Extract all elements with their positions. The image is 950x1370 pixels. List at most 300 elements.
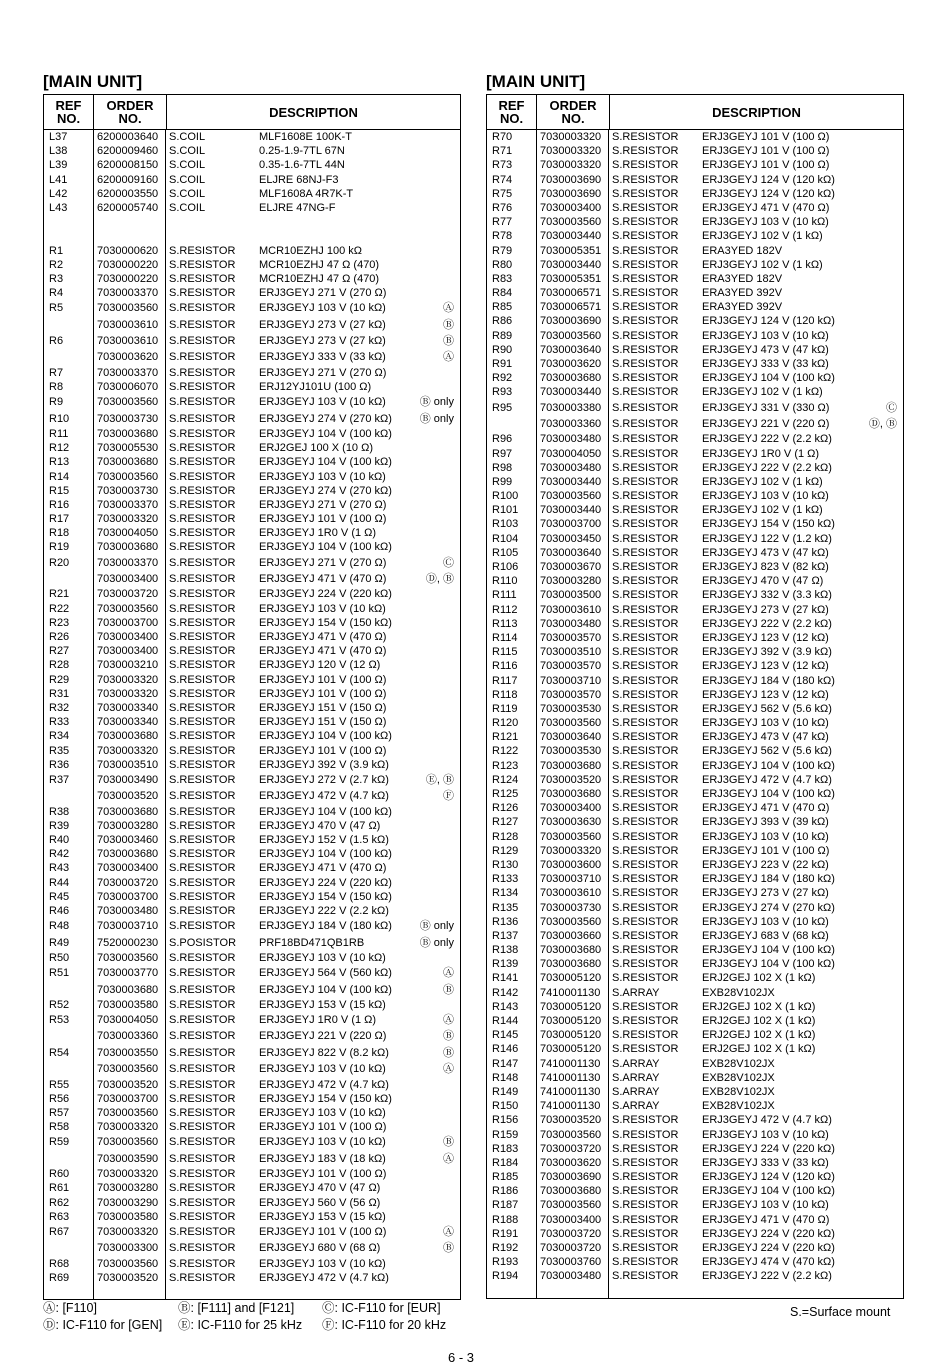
part-type-cell: S.RESISTOR — [612, 759, 679, 772]
ref-no-cell: R91 — [492, 358, 513, 370]
order-no-cell: 7030003480 — [97, 904, 159, 917]
version-note-cell — [852, 688, 903, 702]
part-description-cell: ERJ3GEYJ 471 V (470 Ω) — [259, 573, 387, 586]
ref-no-cell: R112 — [492, 603, 518, 616]
part-type-cell: S.RESISTOR — [169, 673, 236, 686]
part-description-cell: ERJ3GEYJ 560 V (56 Ω) — [259, 1196, 381, 1209]
part-type-cell: S.RESISTOR — [169, 1107, 236, 1120]
version-note-cell — [409, 427, 460, 441]
part-description-cell: ERJ3GEYJ 103 V (10 kΩ) — [702, 1199, 829, 1212]
table-row — [44, 1210, 460, 1224]
version-note-cell — [852, 187, 903, 201]
part-description-cell: ERJ3GEYJ 104 V (100 kΩ) — [259, 805, 392, 818]
part-description-cell: ERJ3GEYJ 103 V (10 kΩ) — [259, 396, 386, 409]
order-no-cell: 7030003560 — [540, 329, 602, 342]
ref-no-cell: R194 — [492, 1270, 519, 1283]
part-description-cell: ERJ3GEYJ 222 V (2.2 kΩ) — [702, 461, 832, 474]
table-row — [487, 971, 903, 985]
version-note-cell: Ⓒ — [886, 401, 897, 414]
part-description-cell: ERJ3GEYJ 104 V (100 kΩ) — [702, 759, 835, 772]
ref-no-cell: R2 — [49, 258, 64, 271]
table-row — [487, 603, 903, 617]
ref-no-cell: R93 — [492, 386, 513, 399]
version-note-cell: Ⓐ — [443, 1014, 454, 1027]
part-description-cell: ERJ3GEYJ 1R0 V (1 Ω) — [259, 527, 377, 540]
part-type-cell: S.RESISTOR — [612, 532, 679, 545]
order-no-cell: 7030003440 — [540, 504, 602, 517]
version-note-cell — [409, 701, 460, 715]
ref-no-cell: R5 — [49, 302, 64, 315]
ref-no-cell: R9 — [49, 396, 64, 409]
order-no-cell: 7030003210 — [97, 659, 159, 672]
table-row — [487, 872, 903, 886]
part-description-cell: ERJ3GEYJ 392 V (3.9 kΩ) — [702, 646, 832, 659]
ref-no-cell: R53 — [49, 1014, 70, 1027]
part-type-cell: S.RESISTOR — [612, 631, 679, 644]
part-type-cell: S.RESISTOR — [612, 258, 679, 271]
version-note-cell — [409, 687, 460, 701]
order-no-cell: 7030003320 — [97, 1121, 159, 1134]
order-no-cell: 7030003320 — [97, 687, 159, 700]
version-note-cell — [409, 847, 460, 861]
ref-no-cell: R104 — [492, 532, 519, 545]
order-no-cell: 7030000220 — [97, 272, 159, 285]
part-description-cell: ERJ3GEYJ 273 V (27 kΩ) — [259, 318, 386, 331]
table-row — [44, 1224, 460, 1240]
version-note-cell — [852, 886, 903, 900]
table-row — [487, 801, 903, 815]
table-row — [44, 673, 460, 687]
table-row — [44, 158, 460, 172]
version-note-cell — [852, 229, 903, 243]
part-description-cell: ERJ3GEYJ 101 V (100 Ω) — [259, 673, 387, 686]
order-no-cell: 7030003400 — [97, 862, 159, 875]
order-no-cell: 7520000230 — [97, 936, 159, 949]
part-description-cell: EXB28V102JX — [702, 1085, 775, 1098]
order-no-cell: 7030003560 — [97, 1136, 159, 1149]
version-note-cell — [409, 484, 460, 498]
order-no-cell: 7030003630 — [540, 816, 602, 829]
ref-no-header: REF NO. — [487, 95, 537, 129]
part-description-cell: ERJ3GEYJ 224 V (220 kΩ) — [702, 1242, 835, 1255]
part-description-cell: ERJ3GEYJ 822 V (8.2 kΩ) — [259, 1046, 389, 1059]
ref-no-cell: R129 — [492, 844, 519, 857]
ref-no-cell: R105 — [492, 546, 519, 559]
table-row — [44, 890, 460, 904]
part-type-cell: S.RESISTOR — [612, 287, 679, 300]
part-description-cell: ERJ3GEYJ 104 V (100 kΩ) — [259, 730, 392, 743]
ref-no-cell: R14 — [49, 470, 70, 483]
version-note-cell: Ⓐ — [443, 1152, 454, 1165]
table-row — [44, 1120, 460, 1134]
ref-no-cell: R26 — [49, 631, 70, 643]
order-no-cell: 7030003400 — [540, 802, 602, 815]
order-no-cell: 7030003440 — [540, 475, 602, 488]
part-description-cell: ERJ3GEYJ 470 V (47 Ω) — [702, 575, 824, 588]
part-type-cell: S.RESISTOR — [612, 1000, 679, 1013]
order-no-cell: 7030003610 — [540, 603, 602, 616]
order-no-cell: 7030003560 — [97, 302, 159, 315]
part-description-cell: ERJ3GEYJ 184 V (180 kΩ) — [702, 873, 835, 886]
order-no-cell: 7030003560 — [540, 1199, 602, 1212]
part-type-cell: S.RESISTOR — [169, 541, 236, 554]
part-type-cell: S.RESISTOR — [612, 433, 679, 446]
part-description-cell: ERJ3GEYJ 333 V (33 kΩ) — [259, 351, 386, 364]
version-note-cell — [409, 173, 460, 187]
part-description-cell: ERJ3GEYJ 103 V (10 kΩ) — [702, 1128, 829, 1141]
version-note-cell — [409, 1078, 460, 1092]
version-note-cell — [852, 329, 903, 343]
table-row — [487, 286, 903, 300]
order-no-cell: 7030003530 — [540, 702, 602, 715]
left-section-title: [MAIN UNIT] — [43, 72, 143, 91]
version-note-cell — [852, 1085, 903, 1099]
part-description-cell: ERJ3GEYJ 123 V (12 kΩ) — [702, 631, 829, 644]
part-type-cell: S.RESISTOR — [169, 920, 236, 933]
table-row — [487, 416, 903, 432]
ref-no-cell — [44, 982, 93, 998]
part-description-cell: ERJ3GEYJ 101 V (100 Ω) — [259, 1168, 387, 1181]
part-description-cell: ERJ3GEYJ 123 V (12 kΩ) — [702, 688, 829, 701]
order-no-cell: 7030003560 — [540, 490, 602, 503]
part-type-cell: S.RESISTOR — [169, 588, 236, 601]
order-no-cell: 7030003530 — [540, 745, 602, 758]
ref-no-cell: R133 — [492, 873, 519, 886]
order-no-cell: 7030003720 — [540, 1142, 602, 1155]
part-type-cell: S.ARRAY — [612, 1100, 660, 1113]
part-type-cell: S.RESISTOR — [169, 1168, 236, 1181]
order-no-cell: 7030003710 — [540, 674, 602, 687]
order-no-cell: 7030003700 — [540, 518, 602, 531]
ref-no-cell: R134 — [492, 887, 519, 900]
table-row — [487, 915, 903, 929]
table-row — [44, 571, 460, 587]
part-description-cell: ERJ3GEYJ 273 V (27 kΩ) — [702, 887, 829, 900]
ref-no-cell: R67 — [49, 1225, 70, 1238]
ref-no-cell: R142 — [492, 986, 519, 999]
order-no-cell: 7030003730 — [97, 412, 159, 425]
order-no-cell: 7030003560 — [540, 216, 602, 229]
table-row — [487, 645, 903, 659]
table-row — [487, 432, 903, 446]
version-note-cell: Ⓐ — [443, 1063, 454, 1076]
ref-no-cell: R159 — [492, 1128, 519, 1141]
part-type-cell: S.RESISTOR — [169, 442, 236, 455]
part-type-cell: S.RESISTOR — [169, 1242, 236, 1255]
ref-no-cell: R18 — [49, 527, 70, 540]
version-note-cell — [409, 380, 460, 394]
version-note-cell — [852, 1000, 903, 1014]
order-no-cell — [536, 1284, 608, 1298]
part-type-cell: S.RESISTOR — [169, 967, 236, 980]
ref-no-cell — [44, 1061, 93, 1077]
part-type-cell: S.RESISTOR — [169, 1078, 236, 1091]
version-note-cell — [852, 929, 903, 943]
order-no-cell: 7030003400 — [540, 1213, 602, 1226]
order-no-cell: 7030003320 — [540, 159, 602, 172]
ref-no-cell — [44, 571, 93, 587]
table-row — [487, 371, 903, 385]
table-row — [44, 411, 460, 427]
part-type-cell: S.RESISTOR — [169, 498, 236, 511]
order-no-cell: 7030003580 — [97, 998, 159, 1011]
ref-no-cell: R19 — [49, 541, 70, 554]
part-description-cell: ELJRE 68NJ-F3 — [259, 173, 339, 186]
ref-no-header: REF NO. — [44, 95, 94, 129]
order-no-header: ORDER NO. — [94, 95, 167, 129]
table-row — [487, 674, 903, 688]
version-note-cell — [409, 1271, 460, 1285]
order-no-cell: 7030003510 — [540, 646, 602, 659]
order-no-cell: 7030003680 — [540, 372, 602, 385]
ref-no-cell: L37 — [49, 131, 68, 143]
ref-no-cell: R61 — [49, 1182, 70, 1195]
part-description-cell: ERJ3GEYJ 184 V (180 kΩ) — [702, 674, 835, 687]
order-no-cell: 7030003320 — [540, 145, 602, 158]
table-row — [487, 1213, 903, 1227]
ref-no-cell — [44, 349, 93, 365]
version-note-cell: Ⓓ, Ⓑ — [425, 573, 454, 586]
table-row — [44, 498, 460, 512]
version-note-cell — [852, 631, 903, 645]
version-note-cell — [852, 1184, 903, 1198]
part-type-cell: S.RESISTOR — [169, 616, 236, 629]
version-note-cell — [852, 201, 903, 215]
part-description-cell: ERJ3GEYJ 104 V (100 kΩ) — [259, 983, 392, 996]
order-no-cell: 7030003560 — [540, 830, 602, 843]
ref-no-cell: R57 — [49, 1107, 70, 1120]
part-description-cell: ERJ3GEYJ 472 V (4.7 kΩ) — [702, 773, 832, 786]
part-description-cell: ERJ3GEYJ 154 V (150 kΩ) — [259, 616, 392, 629]
ref-no-cell: R42 — [49, 848, 70, 861]
ref-no-cell: R193 — [492, 1256, 519, 1269]
order-no-cell: 7030003500 — [540, 589, 602, 602]
part-type-cell: S.RESISTOR — [612, 858, 679, 871]
part-type-cell: S.RESISTOR — [612, 1256, 679, 1269]
legend-e: Ⓔ: IC-F110 for 25 kHz — [178, 1318, 303, 1332]
version-note-cell — [852, 574, 903, 588]
version-note-cell — [409, 833, 460, 847]
table-row — [44, 144, 460, 158]
table-row — [44, 1092, 460, 1106]
part-description-cell: ERJ3GEYJ 154 V (150 kΩ) — [259, 890, 392, 903]
part-description-cell: ERJ3GEYJ 823 V (82 kΩ) — [702, 561, 829, 574]
part-description-cell: ERA3YED 182V — [702, 272, 783, 285]
table-row — [44, 772, 460, 788]
part-type-cell: S.RESISTOR — [612, 788, 679, 801]
order-no-cell: 7410001130 — [540, 1085, 601, 1098]
part-type-cell: S.RESISTOR — [612, 816, 679, 829]
version-note-cell — [852, 872, 903, 886]
part-type-cell: S.RESISTOR — [612, 830, 679, 843]
part-type-cell: S.COIL — [169, 173, 206, 186]
part-type-cell: S.COIL — [169, 131, 206, 143]
part-description-cell: ERJ3GEYJ 154 V (150 kΩ) — [259, 1092, 392, 1105]
table-row — [487, 1085, 903, 1099]
part-description-cell: ERJ3GEYJ 473 V (47 kΩ) — [702, 731, 829, 744]
part-type-cell: S.COIL — [169, 145, 206, 158]
ref-no-cell: R35 — [49, 744, 70, 757]
order-no-cell: 7030003450 — [540, 532, 602, 545]
order-no-cell: 7030005120 — [540, 1015, 602, 1028]
ref-no-cell: R98 — [492, 461, 513, 474]
part-description-cell: ERJ3GEYJ 152 V (1.5 kΩ) — [259, 834, 389, 847]
table-row — [44, 1028, 460, 1044]
legend-d: Ⓓ: IC-F110 for [GEN] — [43, 1318, 163, 1332]
ref-no-cell: R55 — [49, 1078, 70, 1091]
table-row — [487, 201, 903, 215]
part-description-cell: ERJ3GEYJ 274 V (270 kΩ) — [259, 412, 392, 425]
version-note-cell — [852, 1142, 903, 1156]
ref-no-cell: R124 — [492, 773, 519, 786]
table-row — [487, 1042, 903, 1056]
part-description-cell: PRF18BD471QB1RB — [259, 936, 365, 949]
order-no-cell: 6200009460 — [97, 145, 159, 158]
version-note-cell — [852, 716, 903, 730]
part-description-cell: ERJ2GEJ 102 X (1 kΩ) — [702, 1029, 816, 1042]
order-no-cell: 7030003490 — [97, 773, 159, 786]
ref-no-cell: R69 — [49, 1271, 70, 1284]
right-table-body — [487, 130, 903, 1298]
table-row — [44, 982, 460, 998]
part-description-cell: ERJ3GEYJ 562 V (5.6 kΩ) — [702, 702, 832, 715]
version-note-cell — [409, 1092, 460, 1106]
version-note-cell: Ⓐ — [443, 1225, 454, 1238]
surface-mount-note: S.=Surface mount — [790, 1305, 891, 1319]
order-no-cell: 7030005120 — [540, 1043, 602, 1056]
part-type-cell: S.RESISTOR — [612, 1156, 679, 1169]
ref-no-cell: R136 — [492, 915, 519, 928]
order-no-cell: 7030003300 — [97, 1242, 159, 1255]
ref-no-cell — [44, 229, 93, 243]
part-type-cell: S.RESISTOR — [169, 1136, 236, 1149]
part-description-cell: ERJ3GEYJ 153 V (15 kΩ) — [259, 998, 386, 1011]
version-note-cell — [409, 187, 460, 201]
version-note-cell: Ⓑ — [443, 1136, 454, 1149]
part-type-cell: S.RESISTOR — [169, 381, 236, 393]
ref-no-cell — [44, 1151, 93, 1167]
version-note-cell — [409, 130, 460, 144]
part-type-cell: S.RESISTOR — [169, 527, 236, 540]
part-description-cell: ERJ3GEYJ 271 V (270 Ω) — [259, 287, 387, 300]
part-description-cell: EXB28V102JX — [702, 1071, 775, 1084]
version-note-cell: Ⓐ — [443, 351, 454, 364]
part-type-cell: S.RESISTOR — [612, 575, 679, 588]
table-row — [44, 229, 460, 243]
ref-no-cell: R31 — [49, 687, 70, 700]
table-row — [44, 951, 460, 965]
version-note-cell — [409, 215, 460, 229]
legend-a: Ⓐ: [F110] — [43, 1301, 97, 1315]
table-row — [44, 729, 460, 743]
ref-no-cell: R96 — [492, 433, 513, 446]
part-description-cell: ERJ3GEYJ 124 V (120 kΩ) — [702, 1171, 835, 1184]
part-description-cell: ERJ3GEYJ 102 V (1 kΩ) — [702, 258, 823, 271]
table-row — [44, 965, 460, 981]
version-note-cell — [852, 343, 903, 357]
part-description-cell: ERJ3GEYJ 224 V (220 kΩ) — [702, 1142, 835, 1155]
part-description-cell: ERJ3GEYJ 123 V (12 kΩ) — [702, 660, 829, 673]
part-description-cell: ERJ3GEYJ 224 V (220 kΩ) — [259, 876, 392, 889]
table-row — [487, 659, 903, 673]
part-type-cell: S.RESISTOR — [169, 631, 236, 643]
part-type-cell: S.RESISTOR — [612, 901, 679, 914]
part-description-cell: ERJ3GEYJ 104 V (100 kΩ) — [702, 788, 835, 801]
order-no-cell: 7030003560 — [97, 1257, 159, 1270]
order-no-cell: 7030003700 — [97, 616, 159, 629]
ref-no-cell: R73 — [492, 159, 513, 172]
version-note-cell: Ⓑ — [443, 1030, 454, 1043]
part-type-cell: S.RESISTOR — [169, 1257, 236, 1270]
part-type-cell: S.RESISTOR — [169, 396, 236, 409]
ref-no-cell: R51 — [49, 967, 70, 980]
part-type-cell: S.RESISTOR — [612, 1213, 679, 1226]
order-no-cell: 7030003290 — [97, 1196, 159, 1209]
ref-no-cell: R120 — [492, 717, 519, 730]
ref-no-cell: R126 — [492, 802, 519, 815]
order-no-cell: 6200009160 — [97, 173, 159, 186]
part-type-cell: S.RESISTOR — [169, 645, 236, 658]
part-type-cell: S.RESISTOR — [169, 1046, 236, 1059]
table-row — [44, 630, 460, 644]
part-description-cell: ERJ3GEYJ 104 V (100 kΩ) — [702, 944, 835, 957]
part-type-cell: S.RESISTOR — [612, 688, 679, 701]
table-row — [487, 957, 903, 971]
version-note-cell — [852, 744, 903, 758]
part-description-cell: ERJ3GEYJ 124 V (120 kΩ) — [702, 315, 835, 328]
part-type-cell: S.RESISTOR — [612, 1029, 679, 1042]
table-row — [44, 317, 460, 333]
table-row — [487, 744, 903, 758]
version-note-cell — [409, 616, 460, 630]
part-description-cell: ERJ3GEYJ 473 V (47 kΩ) — [702, 343, 829, 356]
part-description-cell: ERJ3GEYJ 472 V (4.7 kΩ) — [702, 1114, 832, 1127]
table-row — [487, 503, 903, 517]
part-type-cell: S.RESISTOR — [169, 335, 236, 348]
version-note-cell — [409, 498, 460, 512]
ref-no-cell: R192 — [492, 1242, 519, 1255]
order-no-cell: 7030003280 — [540, 575, 602, 588]
part-description-cell: ERJ2GEJ 102 X (1 kΩ) — [702, 1043, 816, 1056]
part-type-cell: S.RESISTOR — [612, 646, 679, 659]
order-no-cell: 7030003320 — [97, 1225, 159, 1238]
part-type-cell: S.RESISTOR — [169, 890, 236, 903]
ref-no-cell: R117 — [492, 674, 518, 687]
part-description-cell: ERJ3GEYJ 151 V (150 Ω) — [259, 701, 387, 714]
part-description-cell: ERJ3GEYJ 472 V (4.7 kΩ) — [259, 1078, 389, 1091]
part-type-cell: S.RESISTOR — [169, 351, 236, 364]
ref-no-cell: R44 — [49, 876, 70, 889]
table-row — [44, 1181, 460, 1195]
part-type-cell — [165, 215, 259, 229]
ref-no-cell: R6 — [49, 335, 64, 348]
part-description-cell: ERJ3GEYJ 392 V (3.9 kΩ) — [259, 758, 389, 771]
ref-no-cell: R16 — [49, 498, 70, 511]
table-row — [44, 847, 460, 861]
order-no-cell: 7030003720 — [97, 588, 159, 601]
part-type-cell: S.RESISTOR — [169, 1121, 236, 1134]
part-type-cell: S.RESISTOR — [169, 513, 236, 526]
description-header: DESCRIPTION — [712, 104, 801, 120]
ref-no-cell: R71 — [492, 145, 513, 158]
ref-no-cell: R106 — [492, 561, 519, 574]
part-description-cell: ERJ3GEYJ 151 V (150 Ω) — [259, 716, 387, 729]
part-type-cell: S.RESISTOR — [612, 1242, 679, 1255]
ref-no-cell: R33 — [49, 716, 70, 729]
part-type-cell: S.RESISTOR — [169, 1030, 236, 1043]
table-row — [487, 688, 903, 702]
version-note-cell — [409, 644, 460, 658]
